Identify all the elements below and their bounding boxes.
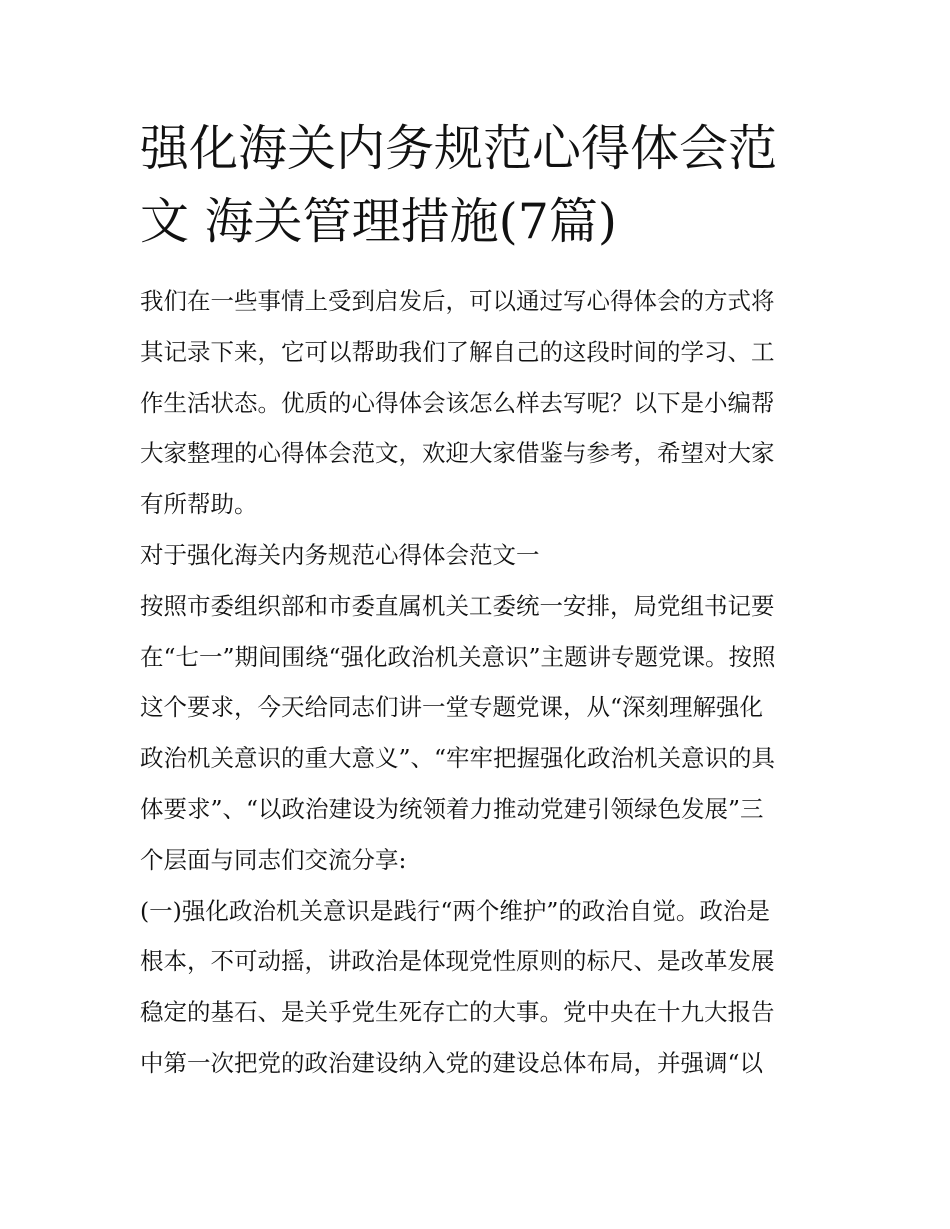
body-line-8: 在“七一”期间围绕“强化政治机关意识”主题讲专题党课。按照 [140, 642, 776, 671]
document-body [140, 276, 820, 1089]
body-line-10: 政治机关意识的重大意义”、“牢牢把握强化政治机关意识的具 [140, 744, 776, 773]
body-line-2: 其记录下来，它可以帮助我们了解自己的这段时间的学习、工 [140, 337, 775, 366]
body-line-16: 中第一次把党的政治建设纳入党的建设总体布局，并强调“以 [140, 1048, 764, 1077]
body-line-4: 大家整理的心得体会范文，欢迎大家借鉴与参考，希望对大家 [140, 439, 775, 468]
body-line-15: 稳定的基石、是关乎党生死存亡的大事。党中央在十九大报告 [140, 998, 775, 1027]
body-line-12: 个层面与同志们交流分享: [140, 845, 407, 874]
body-line-13: (一)强化政治机关意识是践行“两个维护”的政治自觉。政治是 [140, 896, 770, 925]
body-line-9: 这个要求，今天给同志们讲一堂专题党课，从“深刻理解强化 [140, 693, 764, 722]
body-line-1: 我们在一些事情上受到启发后，可以通过写心得体会的方式将 [140, 287, 775, 315]
title-line-1: 强化海关内务规范心得体会范 [140, 120, 778, 177]
body-line-7: 按照市委组织部和市委直属机关工委统一安排，局党组书记要 [140, 591, 775, 620]
document-title [140, 112, 820, 258]
body-line-3: 作生活状态。优质的心得体会该怎么样去写呢？以下是小编帮 [140, 388, 775, 417]
section-heading: 对于强化海关内务规范心得体会范文一 [140, 540, 540, 569]
body-line-11: 体要求”、“以政治建设为统领着力推动党建引领绿色发展”三 [140, 794, 764, 823]
body-line-14: 根本，不可动摇，讲政治是体现党性原则的标尺、是改革发展 [140, 947, 775, 976]
title-line-2: 文 海关管理措施(7篇) [140, 193, 617, 250]
body-line-5: 有所帮助。 [140, 490, 258, 519]
